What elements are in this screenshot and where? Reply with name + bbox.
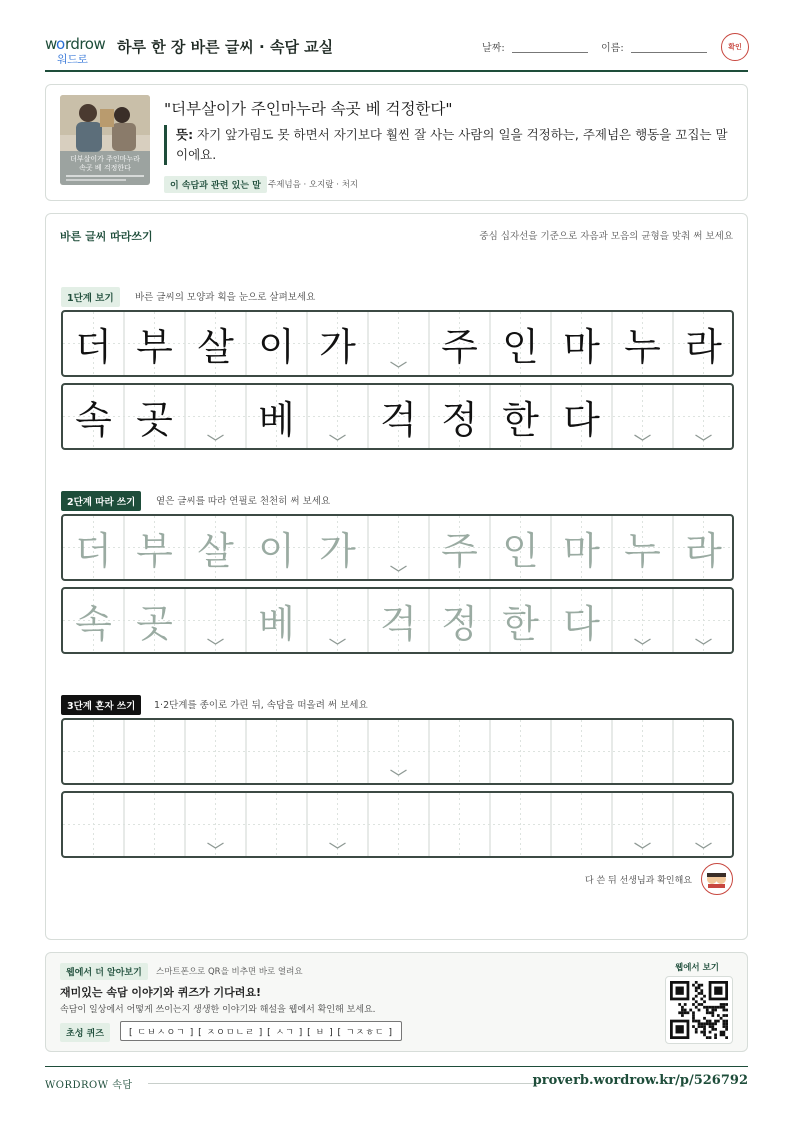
- character-cell: 살: [197, 325, 234, 369]
- svg-text:워드로: 워드로: [57, 53, 88, 64]
- character-cell: 이: [258, 529, 295, 573]
- step3-desc: 1·2단계를 종이로 가린 뒤, 속담을 떠올려 써 보세요: [154, 700, 368, 711]
- character-cell: 베: [258, 602, 295, 646]
- character-cell: 마: [563, 325, 600, 369]
- step2-badge: 2단계 따라 쓰기: [61, 491, 141, 511]
- character-cell: 라: [685, 325, 722, 369]
- tracing-row[interactable]: [61, 587, 734, 654]
- character-cell: 주: [441, 325, 478, 369]
- chosung-quiz: [ ㄷㅂㅅㅇㄱ ] [ ㅈㅇㅁㄴㄹ ] [ ㅅㄱ ] [ ㅂ ] [ ㄱㅈㅎㄷ ]: [120, 1021, 402, 1041]
- web-info-box: [45, 952, 748, 1052]
- meaning-label: 뜻:: [176, 127, 194, 142]
- writing-row: [61, 310, 734, 377]
- related-words: 주제넘음 · 오지랖 · 처지: [268, 180, 359, 190]
- worksheet-title: 하루 한 장 바른 글씨 · 속담 교실: [117, 38, 334, 56]
- footer-brand: WORDROW 속담: [45, 1080, 133, 1091]
- svg-text:속곳 베 걱정한다: 속곳 베 걱정한다: [79, 164, 131, 172]
- character-cell: 정: [441, 602, 478, 646]
- blank-row[interactable]: [61, 791, 734, 858]
- step3-badge: 3단계 혼자 쓰기: [61, 695, 141, 715]
- tracing-row[interactable]: [61, 514, 734, 581]
- footer-rule: [148, 1083, 538, 1084]
- qr-label: 웹에서 보기: [674, 963, 719, 973]
- web-badge: 웹에서 더 알아보기: [60, 963, 148, 980]
- step2-desc: 옅은 글씨를 따라 연필로 천천히 써 보세요: [156, 496, 331, 507]
- svg-text:rdrow: rdrow: [65, 35, 106, 53]
- info-title: 재미있는 속담 이야기와 퀴즈가 기다려요!: [60, 986, 261, 999]
- svg-text:w: w: [45, 35, 57, 53]
- name-label: 이름:: [601, 43, 624, 54]
- practice-title: 바른 글씨 따라쓰기: [60, 230, 153, 243]
- character-cell: 걱: [380, 602, 417, 646]
- character-cell: 더: [75, 325, 112, 369]
- date-field[interactable]: [512, 52, 588, 53]
- character-cell: 걱: [380, 398, 417, 442]
- character-cell: 속: [75, 602, 112, 646]
- character-cell: 인: [502, 529, 539, 573]
- character-cell: 곳: [136, 602, 173, 646]
- proverb-card: [45, 84, 748, 201]
- name-field[interactable]: [631, 52, 707, 53]
- page-header: [45, 30, 748, 72]
- teacher-check-text: 다 쓴 뒤 선생님과 확인해요: [584, 876, 692, 886]
- character-cell: 다: [563, 398, 600, 442]
- character-cell: 더: [75, 529, 112, 573]
- svg-text:o: o: [56, 35, 65, 53]
- character-cell: 한: [502, 398, 539, 442]
- character-cell: 부: [136, 325, 173, 369]
- character-cell: 가: [319, 529, 356, 573]
- character-cell: 이: [258, 325, 295, 369]
- character-cell: 한: [502, 602, 539, 646]
- check-stamp-icon: 확인: [721, 33, 749, 61]
- character-cell: 가: [319, 325, 356, 369]
- step1-badge: 1단계 보기: [61, 287, 120, 307]
- writing-row: [61, 383, 734, 450]
- related-badge: 이 속담과 관련 있는 말: [164, 176, 267, 193]
- character-cell: 베: [258, 398, 295, 442]
- quiz-badge: 초성 퀴즈: [60, 1023, 110, 1042]
- character-cell: 누: [624, 529, 661, 573]
- character-cell: 곳: [136, 398, 173, 442]
- blank-row[interactable]: [61, 718, 734, 785]
- character-cell: 다: [563, 602, 600, 646]
- footer-url[interactable]: proverb.wordrow.kr/p/526792: [532, 1073, 748, 1088]
- character-cell: 인: [502, 325, 539, 369]
- proverb-illustration: [60, 95, 150, 185]
- practice-hint: 중심 십자선을 기준으로 자음과 모음의 균형을 맞춰 써 보세요: [479, 231, 733, 242]
- svg-text:더부살이가 주인마누라: 더부살이가 주인마누라: [70, 155, 140, 163]
- wordrow-logo: [45, 34, 107, 69]
- character-cell: 주: [441, 529, 478, 573]
- date-label: 날짜:: [482, 43, 505, 54]
- teacher-stamp-icon: [701, 863, 733, 895]
- meaning-text: 자기 앞가림도 못 하면서 자기보다 훨씬 잘 사는 사람의 일을 걱정하는, 주제넘은 행동을 꼬집는 말이에요.: [176, 127, 728, 162]
- proverb-meaning: [164, 125, 729, 165]
- character-cell: 라: [685, 529, 722, 573]
- qr-note: 스마트폰으로 QR을 비추면 바로 열려요: [156, 967, 303, 977]
- footer-divider: [45, 1066, 748, 1067]
- qr-code-icon[interactable]: [665, 976, 733, 1044]
- proverb-title: "더부살이가 주인마누라 속곳 베 걱정한다": [164, 100, 453, 118]
- step1-desc: 바른 글씨의 모양과 획을 눈으로 살펴보세요: [135, 292, 316, 303]
- practice-panel: [45, 213, 748, 940]
- character-cell: 속: [75, 398, 112, 442]
- character-cell: 정: [441, 398, 478, 442]
- character-cell: 부: [136, 529, 173, 573]
- info-subtitle: 속담이 일상에서 어떻게 쓰이는지 생생한 이야기와 해설을 웹에서 확인해 보세요.: [60, 1005, 376, 1015]
- character-cell: 마: [563, 529, 600, 573]
- character-cell: 살: [197, 529, 234, 573]
- character-cell: 누: [624, 325, 661, 369]
